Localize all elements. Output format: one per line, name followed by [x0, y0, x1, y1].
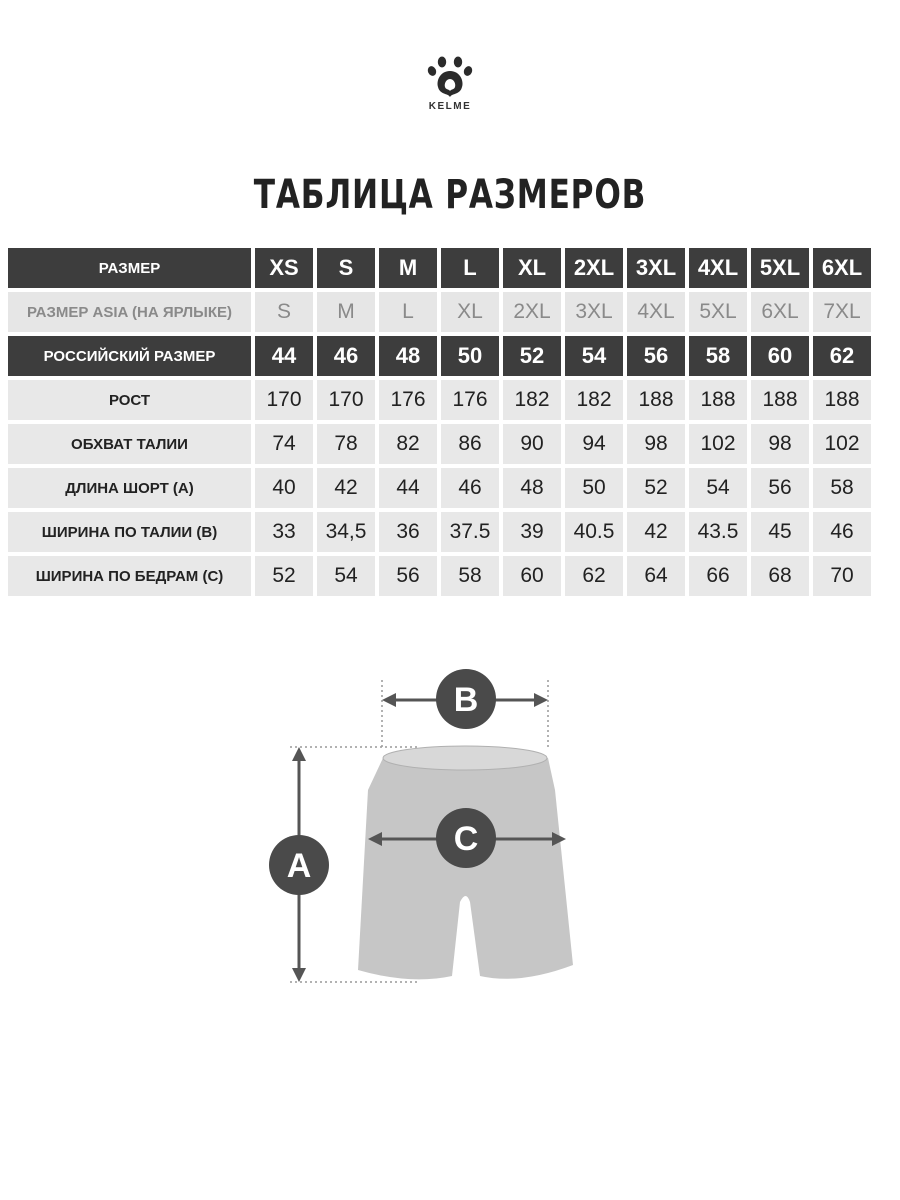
table-cell: 188 [627, 380, 685, 420]
table-cell: XL [503, 248, 561, 288]
page-title: ТАБЛИЦА РАЗМЕРОВ [253, 172, 647, 218]
table-cell: 58 [441, 556, 499, 596]
table-cell: 5XL [689, 292, 747, 332]
table-cell: M [317, 292, 375, 332]
table-cell: 74 [255, 424, 313, 464]
table-cell: S [255, 292, 313, 332]
table-cell: 102 [813, 424, 871, 464]
table-cell: 188 [689, 380, 747, 420]
table-cell: 62 [565, 556, 623, 596]
table-cell: 176 [441, 380, 499, 420]
table-cell: 44 [255, 336, 313, 376]
table-cell: 4XL [627, 292, 685, 332]
row-label: ДЛИНА ШОРТ (A) [8, 468, 251, 508]
brand-name: KELME [428, 101, 472, 112]
table-cell: 78 [317, 424, 375, 464]
table-cell: 54 [565, 336, 623, 376]
table-cell: 5XL [751, 248, 809, 288]
row-label: ШИРИНА ПО ТАЛИИ (B) [8, 512, 251, 552]
table-cell: 33 [255, 512, 313, 552]
table-cell: 50 [441, 336, 499, 376]
paw-icon [426, 55, 474, 99]
marker-c-label: C [453, 820, 479, 858]
table-cell: 36 [379, 512, 437, 552]
table-cell: 182 [503, 380, 561, 420]
table-cell: 94 [565, 424, 623, 464]
table-cell: 45 [751, 512, 809, 552]
table-cell: 56 [379, 556, 437, 596]
row-label: РОСТ [8, 380, 251, 420]
table-cell: 3XL [565, 292, 623, 332]
table-row [8, 512, 871, 552]
table-cell: 42 [627, 512, 685, 552]
table-row [8, 468, 871, 508]
table-cell: 60 [751, 336, 809, 376]
table-cell: 102 [689, 424, 747, 464]
table-cell: 44 [379, 468, 437, 508]
row-label: ОБХВАТ ТАЛИИ [8, 424, 251, 464]
arrow-a-top-head [292, 747, 306, 761]
row-label: РАЗМЕР ASIA (НА ЯРЛЫКЕ) [8, 292, 251, 332]
table-cell: 52 [627, 468, 685, 508]
arrow-b-right-head [534, 693, 548, 707]
table-cell: 48 [503, 468, 561, 508]
table-cell: 4XL [689, 248, 747, 288]
table-cell: L [441, 248, 499, 288]
marker-a-label: A [286, 847, 312, 885]
table-cell: 3XL [627, 248, 685, 288]
table-cell: 82 [379, 424, 437, 464]
table-cell: S [317, 248, 375, 288]
table-cell: 34,5 [317, 512, 375, 552]
table-cell: 50 [565, 468, 623, 508]
table-cell: 40.5 [565, 512, 623, 552]
table-cell: 43.5 [689, 512, 747, 552]
table-row [8, 380, 871, 420]
table-cell: 46 [317, 336, 375, 376]
row-label: РОССИЙСКИЙ РАЗМЕР [8, 336, 251, 376]
brand-logo [415, 55, 485, 125]
table-cell: 46 [813, 512, 871, 552]
table-cell: 70 [813, 556, 871, 596]
table-cell: 98 [751, 424, 809, 464]
table-cell: 2XL [503, 292, 561, 332]
table-cell: 52 [503, 336, 561, 376]
table-cell: 68 [751, 556, 809, 596]
table-cell: 7XL [813, 292, 871, 332]
table-cell: 188 [813, 380, 871, 420]
table-cell: 56 [751, 468, 809, 508]
table-cell: 52 [255, 556, 313, 596]
table-row [8, 556, 871, 596]
table-cell: 60 [503, 556, 561, 596]
table-cell: 86 [441, 424, 499, 464]
table-cell: 62 [813, 336, 871, 376]
table-cell: 98 [627, 424, 685, 464]
table-cell: 90 [503, 424, 561, 464]
table-cell: 6XL [813, 248, 871, 288]
table-row [8, 336, 871, 376]
table-cell: L [379, 292, 437, 332]
table-row [8, 248, 871, 288]
table-cell: 66 [689, 556, 747, 596]
table-cell: 54 [689, 468, 747, 508]
shorts-waistband [383, 746, 547, 770]
size-table [8, 248, 871, 600]
table-cell: XS [255, 248, 313, 288]
table-cell: 40 [255, 468, 313, 508]
table-cell: M [379, 248, 437, 288]
table-row [8, 424, 871, 464]
table-cell: 188 [751, 380, 809, 420]
row-label: РАЗМЕР [8, 248, 251, 288]
table-cell: 39 [503, 512, 561, 552]
table-cell: 56 [627, 336, 685, 376]
table-cell: 58 [689, 336, 747, 376]
table-cell: 37.5 [441, 512, 499, 552]
table-cell: 2XL [565, 248, 623, 288]
table-cell: 48 [379, 336, 437, 376]
table-cell: 42 [317, 468, 375, 508]
arrow-b-left-head [382, 693, 396, 707]
arrow-a-bottom-head [292, 968, 306, 982]
marker-b-label: B [453, 681, 479, 719]
table-cell: 58 [813, 468, 871, 508]
table-cell: 6XL [751, 292, 809, 332]
table-cell: XL [441, 292, 499, 332]
table-cell: 64 [627, 556, 685, 596]
table-cell: 170 [255, 380, 313, 420]
table-row [8, 292, 871, 332]
table-cell: 176 [379, 380, 437, 420]
table-cell: 182 [565, 380, 623, 420]
row-label: ШИРИНА ПО БЕДРАМ (C) [8, 556, 251, 596]
table-cell: 170 [317, 380, 375, 420]
table-cell: 46 [441, 468, 499, 508]
shorts-measurement-diagram [0, 640, 900, 1020]
table-cell: 54 [317, 556, 375, 596]
